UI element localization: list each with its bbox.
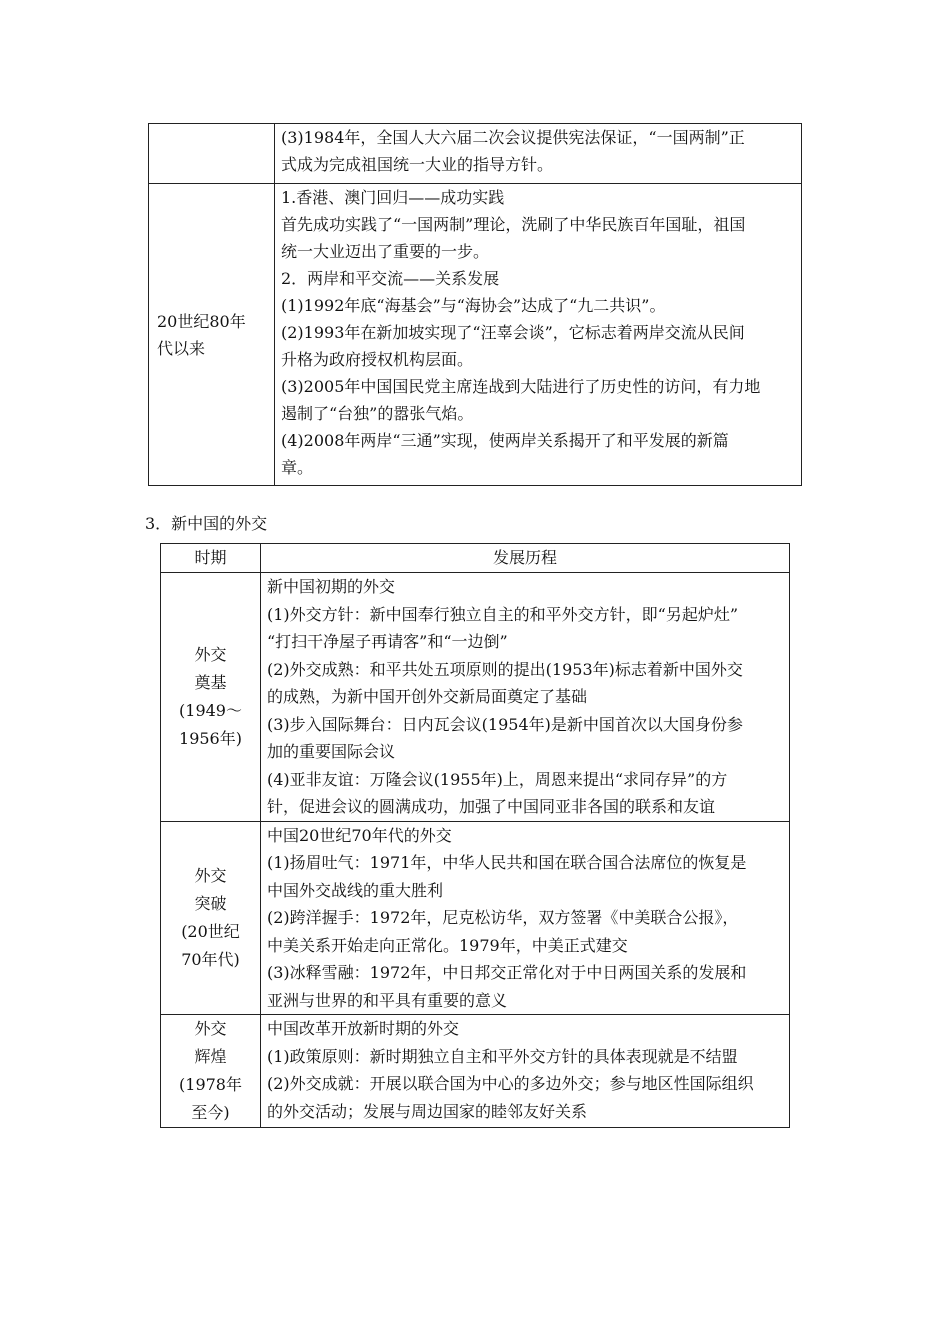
- content-cell: [261, 1015, 790, 1128]
- period-text: 外交: [194, 865, 227, 885]
- period-text: 外交: [194, 1019, 227, 1038]
- text-line: (2)外交成熟：和平共处五项原则的提出(1953年)标志着新中国外交: [267, 659, 743, 679]
- period-text: 20世纪80年: [157, 311, 246, 331]
- table-header-row: [161, 544, 790, 573]
- text-line: 中国外交战线的重大胜利: [267, 880, 444, 900]
- period-cell: [161, 821, 261, 1015]
- text-line: 中国20世纪70年代的外交: [267, 825, 452, 845]
- reunification-table: [148, 123, 802, 486]
- content-cell: [275, 124, 802, 184]
- period-text: 代以来: [157, 338, 206, 358]
- text-line: (2)外交成就：开展以联合国为中心的多边外交；参与地区性国际组织: [267, 1074, 754, 1093]
- text-line: (3)2005年中国国民党主席连战到大陆进行了历史性的访问，有力地: [281, 377, 761, 396]
- text-line: 1.香港、澳门回归——成功实践: [281, 188, 505, 207]
- text-line: 式成为完成祖国统一大业的指导方针。: [281, 155, 554, 174]
- text-line: (1)外交方针：新中国奉行独立自主的和平外交方针，即“另起炉灶”: [267, 604, 739, 624]
- text-line: (1)扬眉吐气：1971年，中华人民共和国在联合国合法席位的恢复是: [267, 853, 747, 872]
- text-line: 针，促进会议的圆满成功，加强了中国同亚非各国的联系和友谊: [267, 797, 716, 816]
- text-line: 统一大业迈出了重要的一步。: [281, 242, 490, 261]
- column-header-period: 时期: [161, 544, 261, 573]
- text-line: 章。: [281, 458, 314, 477]
- content-cell: [261, 821, 790, 1015]
- text-line: 遏制了“台独”的嚣张气焰。: [281, 404, 474, 423]
- diplomacy-table: [160, 543, 790, 1128]
- text-line: (2)跨洋握手：1972年，尼克松访华，双方签署《中美联合公报》，: [267, 908, 739, 927]
- text-line: 中国改革开放新时期的外交: [267, 1019, 460, 1038]
- text-line: (3)冰释雪融：1972年，中日邦交正常化对于中日两国关系的发展和: [267, 963, 747, 982]
- text-line: 首先成功实践了“一国两制”理论，洗刷了中华民族百年国耻，祖国: [281, 215, 746, 234]
- text-line: (3)步入国际舞台：日内瓦会议(1954年)是新中国首次以大国身份参: [267, 714, 743, 734]
- table-row: [161, 573, 790, 822]
- period-text: (1949～: [179, 700, 242, 720]
- period-cell: [161, 1015, 261, 1128]
- text-line: 中美关系开始走向正常化。1979年，中美正式建交: [267, 935, 628, 955]
- content-cell: [275, 184, 802, 486]
- period-cell: [149, 184, 275, 486]
- period-text: (20世纪: [181, 921, 240, 941]
- text-line: 新中国初期的外交: [267, 577, 396, 596]
- text-line: (1)政策原则：新时期独立自主和平外交方针的具体表现就是不结盟: [267, 1046, 738, 1066]
- table-row: [149, 124, 802, 184]
- period-text: 至今): [191, 1103, 230, 1122]
- table-row: [161, 1015, 790, 1128]
- period-cell: [149, 124, 275, 184]
- period-cell: [161, 573, 261, 822]
- period-text: 奠基: [194, 672, 227, 692]
- period-text: 辉煌: [194, 1047, 227, 1066]
- text-line: 亚洲与世界的和平具有重要的意义: [267, 990, 508, 1010]
- text-line: 的外交活动；发展与周边国家的睦邻友好关系: [267, 1101, 588, 1121]
- text-line: 升格为政府授权机构层面。: [281, 350, 474, 369]
- table-row: [161, 821, 790, 1015]
- text-line: (4)2008年两岸“三通”实现，使两岸关系揭开了和平发展的新篇: [281, 431, 729, 450]
- content-cell: [261, 573, 790, 822]
- period-text: 突破: [194, 893, 227, 913]
- text-line: (3)1984年，全国人大六届二次会议提供宪法保证，“一国两制”正: [281, 128, 745, 147]
- text-line: (4)亚非友谊：万隆会议(1955年)上，周恩来提出“求同存异”的方: [267, 769, 728, 789]
- text-line: 的成熟，为新中国开创外交新局面奠定了基础: [267, 687, 588, 706]
- text-line: 加的重要国际会议: [267, 742, 396, 761]
- text-line: “打扫干净屋子再请客”和“一边倒”: [267, 632, 508, 651]
- period-text: 70年代): [181, 949, 240, 969]
- period-text: 1956年): [179, 728, 242, 748]
- column-header-process: 发展历程: [261, 544, 790, 573]
- text-line: (1)1992年底“海基会”与“海协会”达成了“九二共识”。: [281, 296, 666, 315]
- text-line: (2)1993年在新加坡实现了“汪辜会谈”，它标志着两岸交流从民间: [281, 323, 745, 342]
- section-title: 3．新中国的外交: [145, 514, 268, 533]
- text-line: 2．两岸和平交流——关系发展: [281, 269, 500, 288]
- table-row: [149, 184, 802, 486]
- period-text: (1978年: [179, 1075, 242, 1094]
- period-text: 外交: [194, 644, 227, 664]
